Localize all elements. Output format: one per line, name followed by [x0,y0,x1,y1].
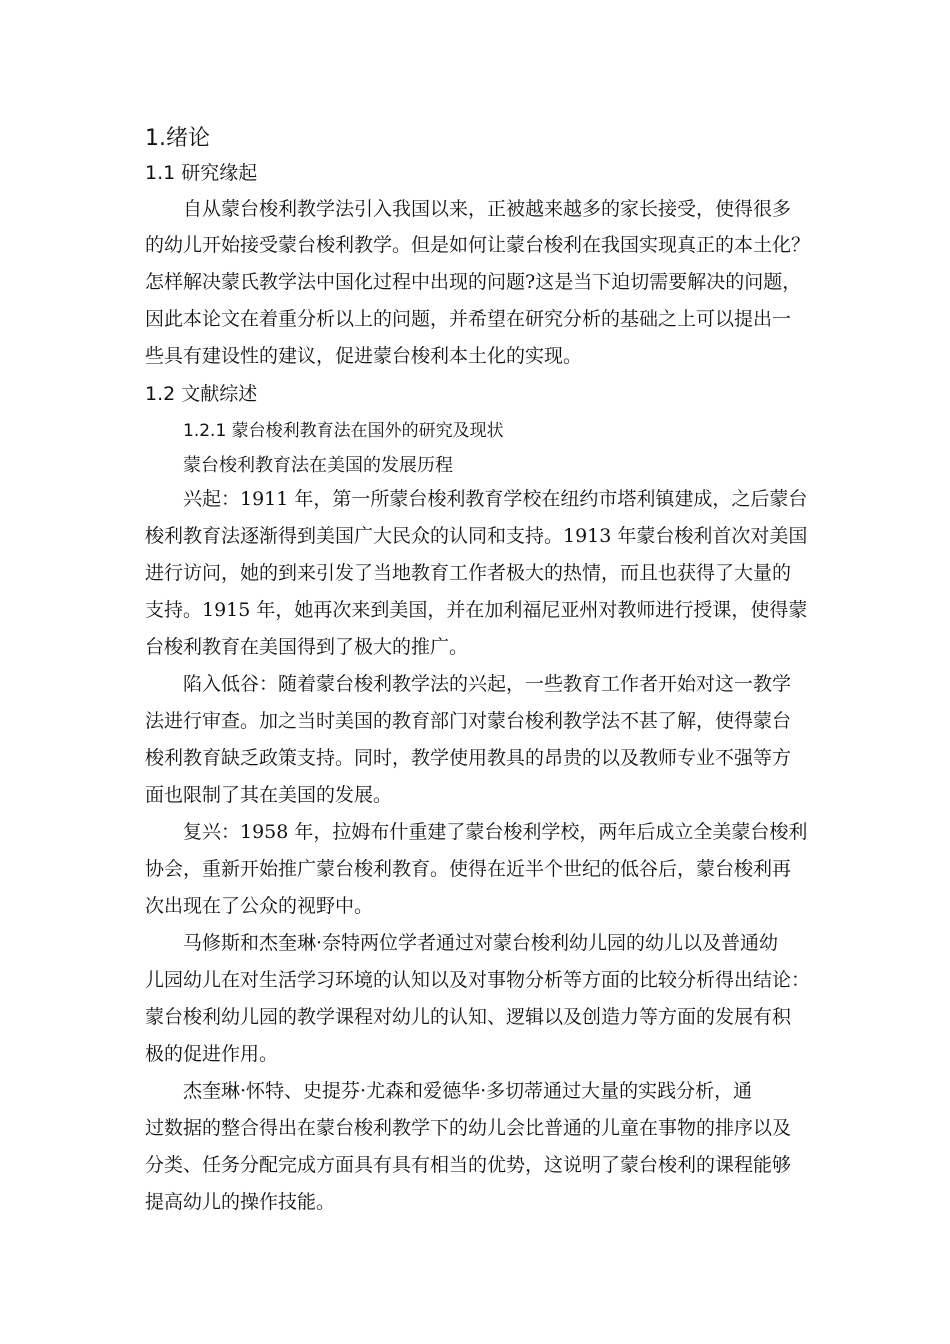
paragraph-line: 马修斯和杰奎琳·奈特两位学者通过对蒙台梭利幼儿园的幼儿以及普通幼 [183,932,779,954]
section-heading-literature: 1.2 文献综述 [145,383,258,405]
paragraph-line: 蒙台梭利幼儿园的教学课程对幼儿的认知、逻辑以及创造力等方面的发展有积 [145,1006,792,1028]
paragraph-line: 面也限制了其在美国的发展。 [145,784,393,806]
paragraph-line: 陷入低谷：随着蒙台梭利教学法的兴起，一些教育工作者开始对这一教学 [183,673,792,695]
section-heading-origin: 1.1 研究缘起 [145,162,258,184]
paragraph-line: 次出现在了公众的视野中。 [145,895,374,917]
paragraph-line: 怎样解决蒙氏教学法中国化过程中出现的问题?这是当下迫切需要解决的问题， [145,271,802,293]
paragraph-line: 杰奎琳·怀特、史提芬·尤森和爱德华·多切蒂通过大量的实践分析，通 [183,1080,753,1102]
topic-heading: 蒙台梭利教育法在美国的发展历程 [183,455,453,476]
paragraph-line: 分类、任务分配完成方面具有具有相当的优势，这说明了蒙台梭利的课程能够 [145,1154,792,1176]
subsection-heading: 1.2.1 蒙台梭利教育法在国外的研究及现状 [183,421,504,441]
paragraph-line: 的幼儿开始接受蒙台梭利教学。但是如何让蒙台梭利在我国实现真正的本土化？ [145,234,811,256]
paragraph-line: 支持。1915 年，她再次来到美国，并在加利福尼亚州对教师进行授课，使得蒙 [145,599,808,621]
paragraph-line: 台梭利教育在美国得到了极大的推广。 [145,636,469,658]
paragraph-line: 儿园幼儿在对生活学习环境的认知以及对事物分析等方面的比较分析得出结论： [145,969,811,991]
paragraph-line: 梭利教育缺乏政策支持。同时，教学使用教具的昂贵的以及教师专业不强等方 [145,747,792,769]
paragraph-line: 极的促进作用。 [145,1043,279,1065]
paragraph-line: 过数据的整合得出在蒙台梭利教学下的幼儿会比普通的儿童在事物的排序以及 [145,1117,792,1139]
paragraph-line: 梭利教育法逐渐得到美国广大民众的认同和支持。1913 年蒙台梭利首次对美国 [145,525,808,547]
paragraph-line: 法进行审查。加之当时美国的教育部门对蒙台梭利教学法不甚了解，使得蒙台 [145,710,792,732]
paragraph-line: 些具有建设性的建议，促进蒙台梭利本土化的实现。 [145,345,583,367]
paragraph-line: 提高幼儿的操作技能。 [145,1191,336,1213]
paragraph-line: 复兴：1958 年，拉姆布什重建了蒙台梭利学校，两年后成立全美蒙台梭利 [183,821,808,843]
paragraph-line: 兴起：1911 年，第一所蒙台梭利教育学校在纽约市塔利镇建成，之后蒙台 [183,488,808,510]
paragraph-line: 因此本论文在着重分析以上的问题，并希望在研究分析的基础之上可以提出一 [145,308,792,330]
paragraph-line: 进行访问，她的到来引发了当地教育工作者极大的热情，而且也获得了大量的 [145,562,792,584]
chapter-heading: 1.绪论 [145,126,210,151]
paragraph-line: 协会，重新开始推广蒙台梭利教育。使得在近半个世纪的低谷后，蒙台梭利再 [145,858,792,880]
paragraph-line: 自从蒙台梭利教学法引入我国以来，正被越来越多的家长接受，使得很多 [183,198,792,220]
